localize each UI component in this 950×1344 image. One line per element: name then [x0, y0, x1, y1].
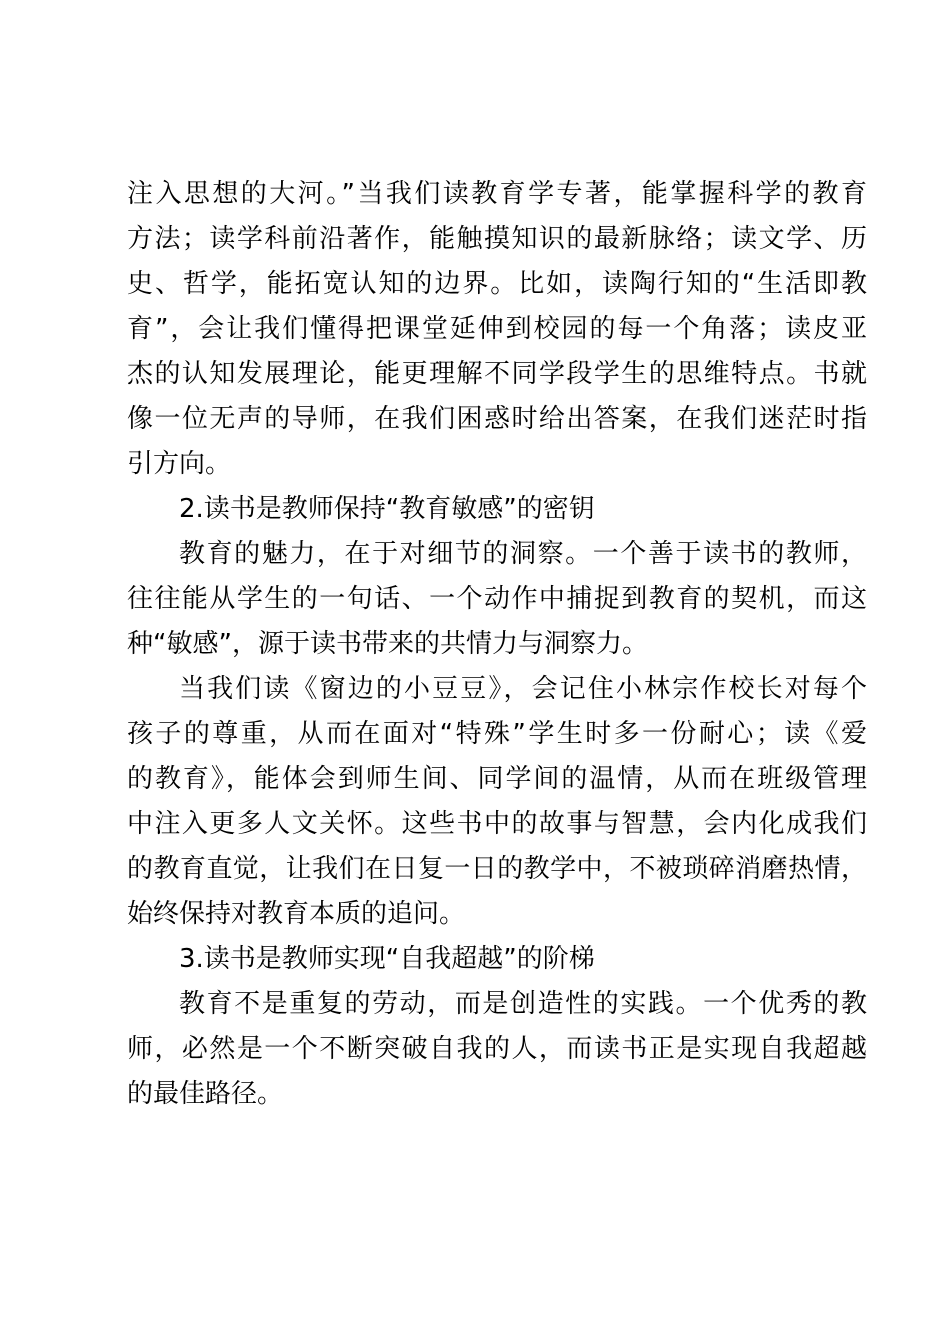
text-line: 孩子的尊重，从而在面对“特殊”学生时多一份耐心；读《爱	[127, 719, 867, 749]
section-heading: 3.读书是教师实现“自我超越”的阶梯	[179, 944, 595, 974]
text-line: 的最佳路径。	[127, 1079, 284, 1109]
section-heading: 2.读书是教师保持“教育敏感”的密钥	[179, 494, 595, 524]
text-line: 引方向。	[127, 449, 232, 479]
text-line: 育”，会让我们懂得把课堂延伸到校园的每一个角落；读皮亚	[127, 314, 867, 344]
text-line: 史、哲学，能拓宽认知的边界。比如，读陶行知的“生活即教	[127, 269, 867, 299]
text-line: 教育不是重复的劳动，而是创造性的实践。一个优秀的教	[179, 989, 867, 1019]
text-line: 中注入更多人文关怀。这些书中的故事与智慧，会内化成我们	[127, 809, 867, 839]
text-line: 种“敏感”，源于读书带来的共情力与洞察力。	[127, 629, 648, 659]
text-line: 注入思想的大河。”当我们读教育学专著，能掌握科学的教育	[127, 179, 867, 209]
text-line: 师，必然是一个不断突破自我的人，而读书正是实现自我超越	[127, 1034, 867, 1064]
text-line: 的教育直觉，让我们在日复一日的教学中，不被琐碎消磨热情，	[127, 854, 867, 884]
text-line: 始终保持对教育本质的追问。	[127, 899, 466, 929]
text-line: 的教育》，能体会到师生间、同学间的温情，从而在班级管理	[127, 764, 867, 794]
text-line: 杰的认知发展理论，能更理解不同学段学生的思维特点。书就	[127, 359, 867, 389]
text-line: 往往能从学生的一句话、一个动作中捕捉到教育的契机，而这	[127, 584, 867, 614]
text-line: 方法；读学科前沿著作，能触摸知识的最新脉络；读文学、历	[127, 224, 867, 254]
text-line: 像一位无声的导师，在我们困惑时给出答案，在我们迷茫时指	[127, 404, 867, 434]
text-line: 教育的魅力，在于对细节的洞察。一个善于读书的教师，	[179, 539, 867, 569]
body-text	[127, 172, 867, 1117]
text-line: 当我们读《窗边的小豆豆》，会记住小林宗作校长对每个	[179, 674, 867, 704]
